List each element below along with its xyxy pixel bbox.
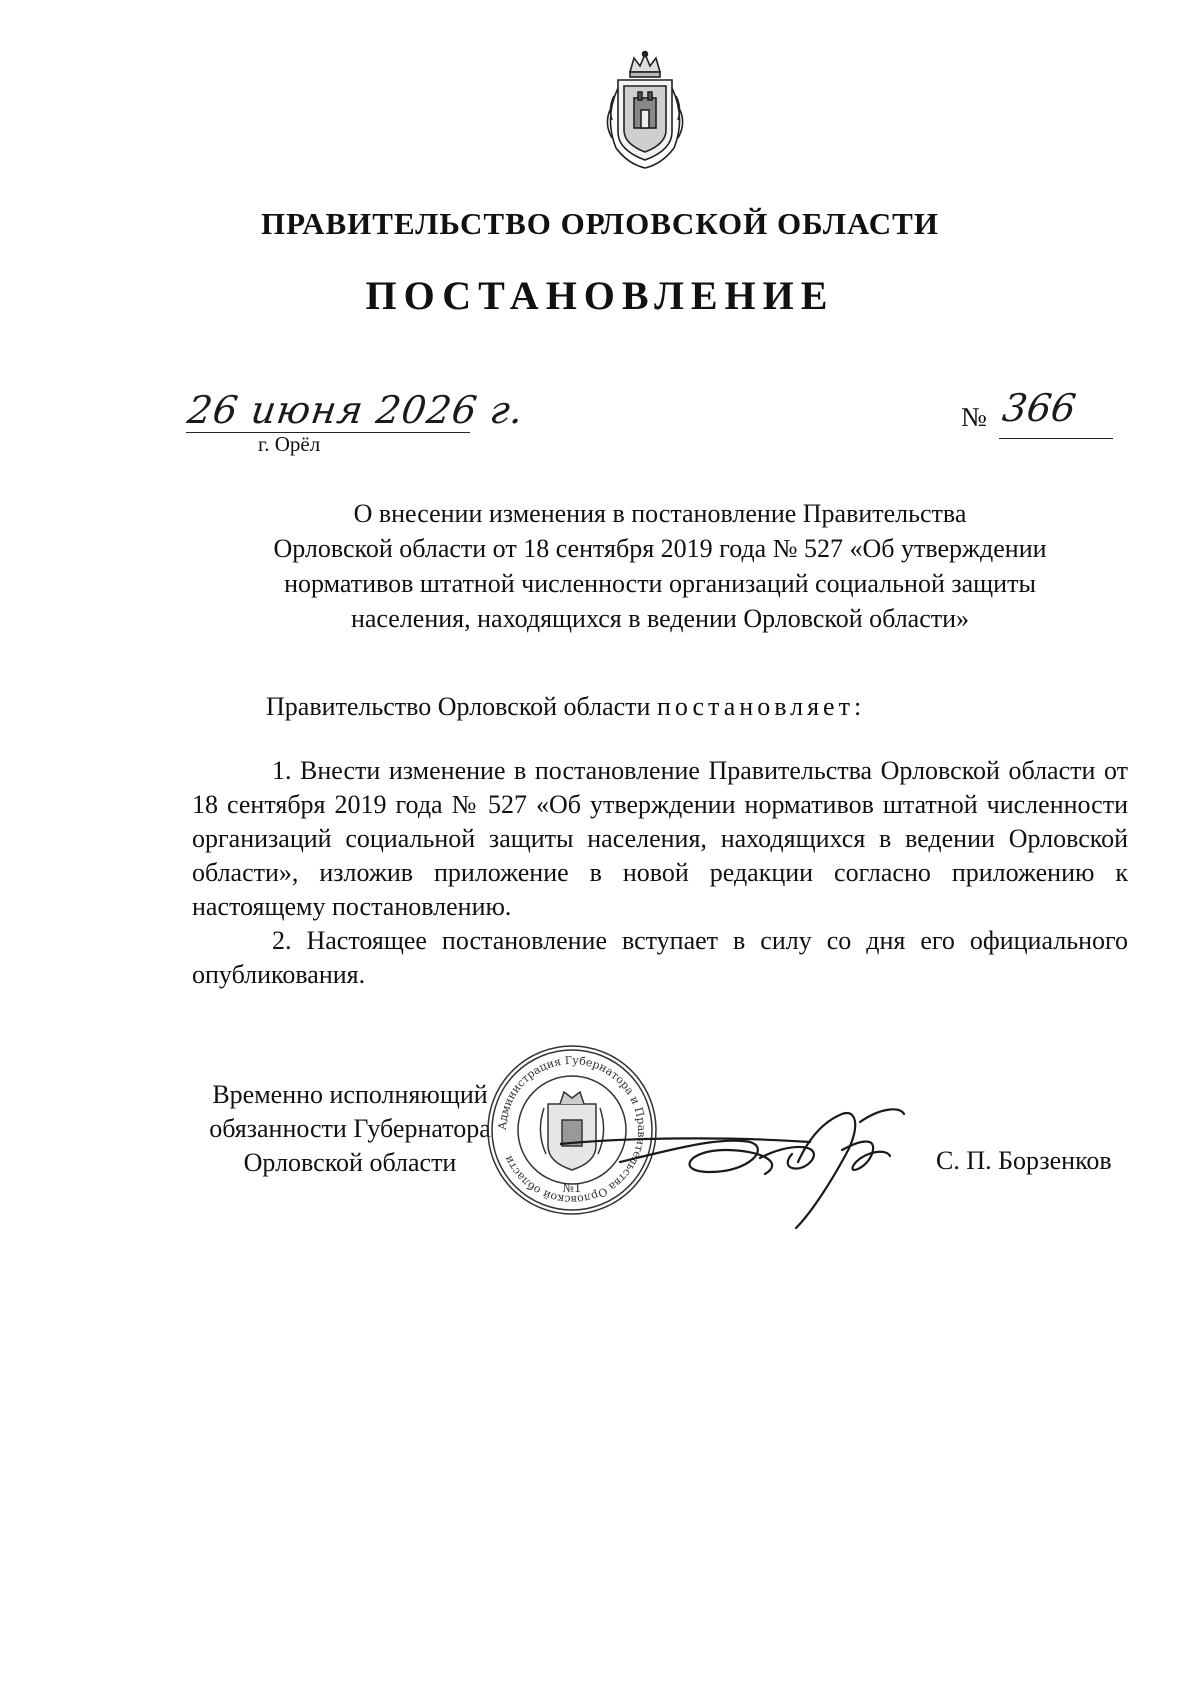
subject-line: Орловской области от 18 сентября 2019 года № 527 «Об утверждении — [273, 534, 1047, 563]
body-paragraph: 2. Настоящее постановление вступает в силу со дня его официального опубликования. — [192, 926, 1128, 989]
preamble-text: Правительство Орловской области — [266, 692, 651, 721]
preamble — [266, 692, 865, 722]
seal-ring-text: Администрация Губернатора и Правительства Орловской области — [495, 1053, 649, 1207]
number-underline — [999, 438, 1113, 439]
handwritten-number: 366 — [999, 386, 1079, 430]
preamble-spaced-word: постановляет: — [656, 692, 866, 721]
number-label: № — [961, 402, 987, 432]
document-type-title: ПОСТАНОВЛЕНИЕ — [365, 273, 835, 318]
document-subject — [200, 496, 1120, 636]
signature-icon — [560, 1100, 960, 1240]
date-underline — [186, 432, 470, 433]
seal-number: №1 — [562, 1181, 582, 1195]
signer-position-line: обязанности Губернатора — [209, 1114, 491, 1143]
authority-title: ПРАВИТЕЛЬСТВО ОРЛОВСКОЙ ОБЛАСТИ — [261, 206, 939, 241]
document-body — [192, 754, 1128, 992]
body-paragraph: 1. Внести изменение в постановление Правительства Орловской области от 18 сентября 2019 года № 527 «Об утверждении нормативов штатной численности организаций социальной защиты населения, находящихся в ведении Орловской области», изложив приложение в новой редакции согласно приложению к настоящему постановлению. — [192, 756, 1128, 921]
signer-position — [190, 1078, 510, 1180]
coat-of-arms-icon — [600, 48, 690, 172]
signer-position-line: Временно исполняющий — [212, 1080, 488, 1109]
city-label: г. Орёл — [258, 432, 321, 456]
subject-line: нормативов штатной численности организаций социальной защиты — [284, 569, 1036, 598]
subject-line: О внесении изменения в постановление Правительства — [353, 499, 967, 528]
signer-name: С. П. Борзенков — [936, 1146, 1112, 1175]
signer-position-line: Орловской области — [243, 1148, 457, 1177]
handwritten-date: 26 июня 2026 г. — [184, 388, 527, 432]
subject-line: населения, находящихся в ведении Орловской области» — [350, 604, 970, 633]
